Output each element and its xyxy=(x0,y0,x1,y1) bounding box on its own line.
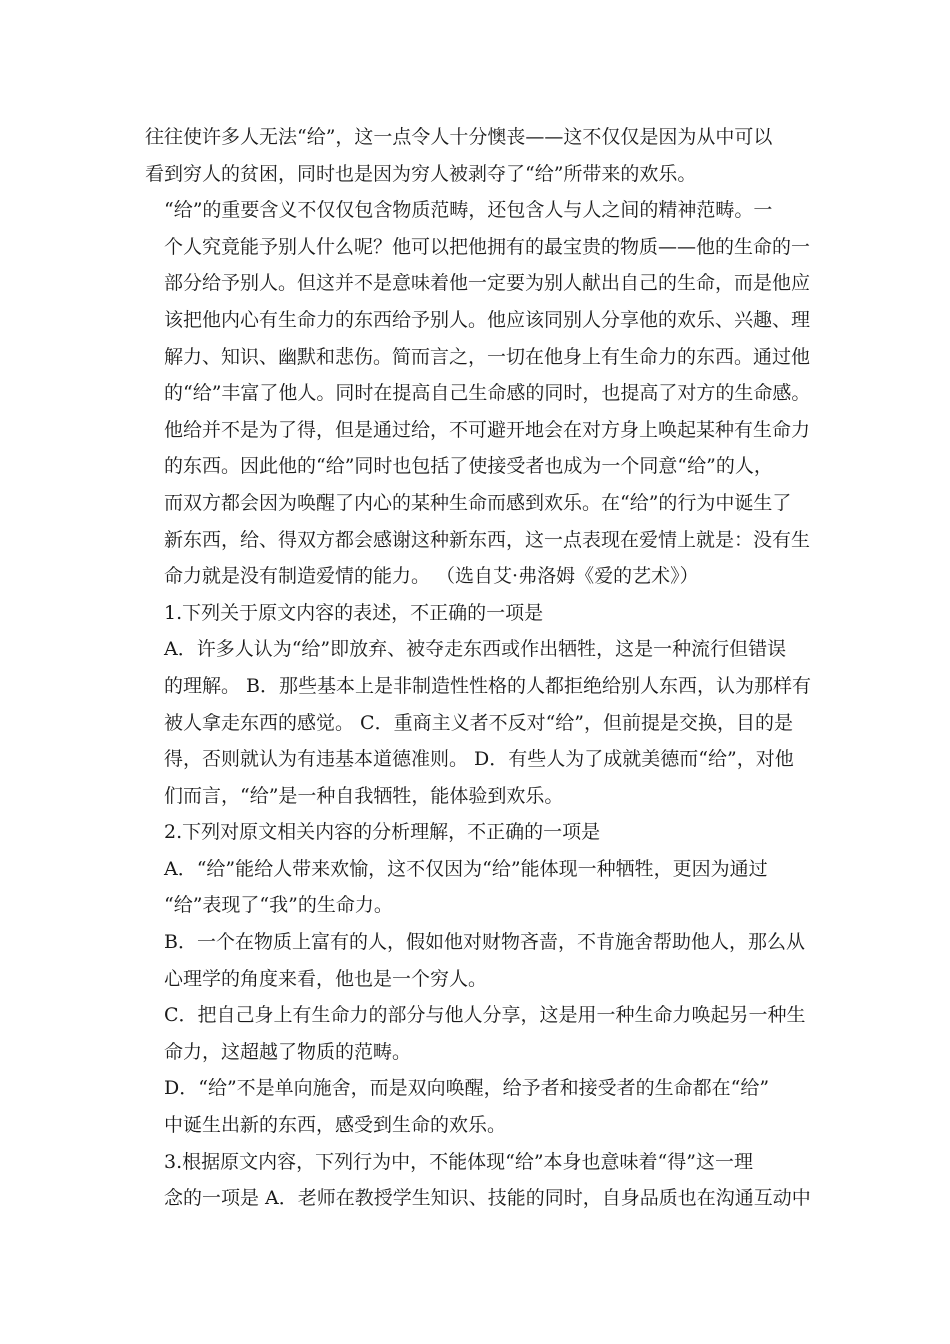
text-line: 被人拿走东西的感觉。 C．重商主义者不反对“给”，但前提是交换，目的是 xyxy=(164,711,794,734)
text-line: 的东西。因此他的“给”同时也包括了使接受者也成为一个同意“给”的人， xyxy=(164,455,773,478)
text-line: “给”的重要含义不仅仅包含物质范畴，还包含人与人之间的精神范畴。一 xyxy=(164,199,773,222)
text-line: A．许多人认为“给”即放弃、被夺走东西或作出牺牲，这是一种流行但错误 xyxy=(164,638,787,661)
text-line: 命力就是没有制造爱情的能力。 （选自艾·弗洛姆《爱的艺术》） xyxy=(164,565,699,588)
text-line: 而双方都会因为唤醒了内心的某种生命而感到欢乐。在“给”的行为中诞生了 xyxy=(164,491,792,514)
paragraph xyxy=(145,924,817,997)
document-body xyxy=(145,119,817,1217)
text-line: 1.下列关于原文内容的表述，不正确的一项是 xyxy=(164,601,544,624)
paragraph xyxy=(145,1144,817,1217)
paragraph xyxy=(145,851,817,924)
text-line: 念的一项是 A．老师在教授学生知识、技能的同时，自身品质也在沟通互动中 xyxy=(164,1187,811,1210)
paragraph xyxy=(145,119,817,192)
text-line: 该把他内心有生命力的东西给予别人。他应该同别人分享他的欢乐、兴趣、理 xyxy=(164,308,811,331)
text-line: 得，否则就认为有违基本道德准则。 D．有些人为了成就美德而“给”，对他 xyxy=(164,748,794,771)
text-line: 3.根据原文内容，下列行为中，不能体现“给”本身也意味着“得”这一理 xyxy=(164,1150,753,1173)
text-line: D．“给”不是单向施舍，而是双向唤醒，给予者和接受者的生命都在“给” xyxy=(164,1077,770,1100)
paragraph xyxy=(145,595,817,632)
text-line: 2.下列对原文相关内容的分析理解，不正确的一项是 xyxy=(164,821,601,844)
paragraph xyxy=(145,814,817,851)
text-line: 他给并不是为了得，但是通过给，不可避开地会在对方身上唤起某种有生命力 xyxy=(164,418,811,441)
text-line: 新东西，给、得双方都会感谢这种新东西，这一点表现在爱情上就是：没有生 xyxy=(164,528,811,551)
paragraph xyxy=(145,192,817,595)
text-line: 解力、知识、幽默和悲伤。简而言之，一切在他身上有生命力的东西。通过他 xyxy=(164,345,811,368)
text-line: “给”表现了“我”的生命力。 xyxy=(164,894,393,917)
text-line: 命力，这超越了物质的范畴。 xyxy=(164,1040,412,1063)
paragraph xyxy=(145,1070,817,1143)
text-line: C．把自己身上有生命力的部分与他人分享，这是用一种生命力唤起另一种生 xyxy=(164,1004,806,1027)
paragraph xyxy=(145,997,817,1070)
text-line: A．“给”能给人带来欢愉，这不仅因为“给”能体现一种牺牲，更因为通过 xyxy=(164,857,768,880)
text-line: 部分给予别人。但这并不是意味着他一定要为别人献出自己的生命，而是他应 xyxy=(164,272,811,295)
text-line: 个人究竟能予别人什么呢？他可以把他拥有的最宝贵的物质——他的生命的一 xyxy=(164,235,811,258)
text-line: 看到穷人的贫困，同时也是因为穷人被剥夺了“给”所带来的欢乐。 xyxy=(145,162,697,185)
text-line: 中诞生出新的东西，感受到生命的欢乐。 xyxy=(164,1114,507,1137)
text-line: 的理解。 B．那些基本上是非制造性性格的人都拒绝给别人东西，认为那样有 xyxy=(164,674,812,697)
text-line: 往往使许多人无法“给”，这一点令人十分懊丧——这不仅仅是因为从中可以 xyxy=(145,126,773,148)
text-line: 们而言，“给”是一种自我牺牲，能体验到欢乐。 xyxy=(164,784,564,807)
text-line: 的“给”丰富了他人。同时在提高自己生命感的同时，也提高了对方的生命感。 xyxy=(164,382,811,405)
text-line: B．一个在物质上富有的人，假如他对财物吝啬，不肯施舍帮助他人，那么从 xyxy=(164,931,805,954)
paragraph xyxy=(145,631,817,814)
text-line: 心理学的角度来看，他也是一个穷人。 xyxy=(164,967,488,990)
